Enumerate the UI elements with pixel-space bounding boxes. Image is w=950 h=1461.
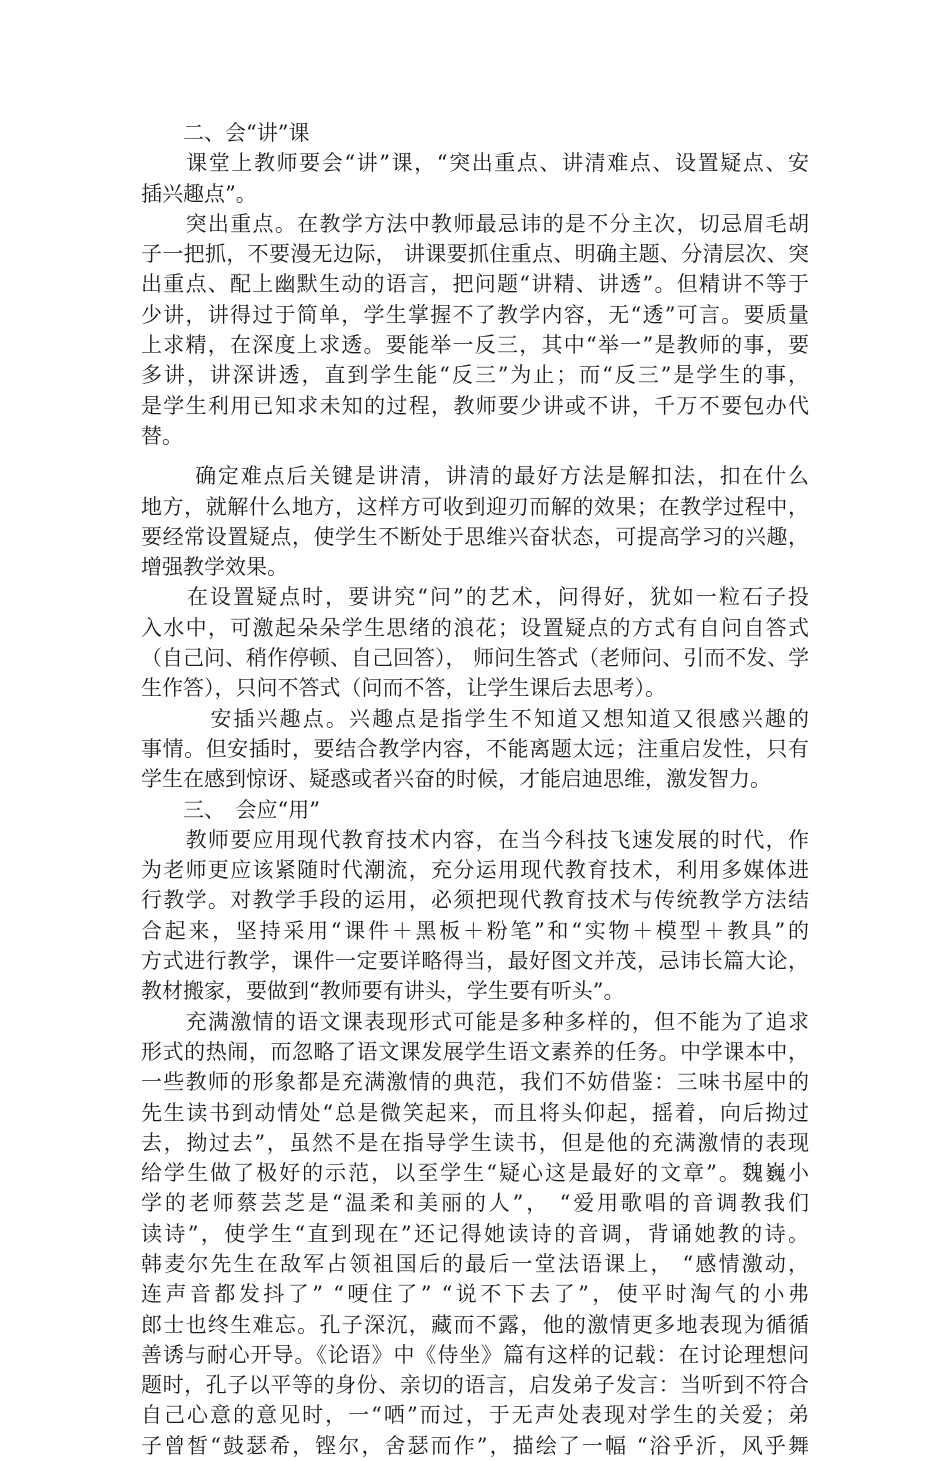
paragraph-line: 是学生利用已知求未知的过程，教师要少讲或不讲，千万不要包办代 xyxy=(141,393,809,418)
paragraph-line: 课堂上教师要会“讲”课，“突出重点、讲清难点、设置疑点、安 xyxy=(141,151,809,176)
paragraph-gap xyxy=(141,451,809,461)
paragraph-line: 教师要应用现代教育技术内容，在当今科技飞速发展的时代，作 xyxy=(141,827,809,852)
paragraph-line: 行教学。对教学手段的运用，必须把现代教育技术与传统教学方法结 xyxy=(141,888,809,913)
paragraph-line: 自己心意的意见时，一“哂”而过，于无声处表现对学生的关爱；弟 xyxy=(141,1403,809,1428)
paragraph-line: 安插兴趣点。兴趣点是指学生不知道又想知道又很感兴趣的 xyxy=(141,706,809,731)
paragraph-line: 突出重点。在教学方法中教师最忌讳的是不分主次，切忌眉毛胡 xyxy=(141,211,809,236)
paragraph-line: 郎士也终生难忘。孔子深沉，藏而不露，他的激情更多地表现为循循 xyxy=(141,1312,809,1337)
paragraph-line: 生作答），只问不答式（问而不答，让学生课后去思考）。 xyxy=(141,676,666,701)
paragraph-line: 事情。但安插时，要结合教学内容，不能离题太远；注重启发性，只有 xyxy=(141,736,809,761)
paragraph-line: （自己问、稍作停顿、自己回答）， 师问生答式（老师问、引而不发、学 xyxy=(141,646,810,671)
paragraph-line: 出重点、配上幽默生动的语言，把问题“讲精、讲透”。但精讲不等于 xyxy=(141,272,809,297)
paragraph-line: 方式进行教学，课件一定要详略得当，最好图文并茂，忌讳长篇大论， xyxy=(141,949,809,974)
paragraph-line: 去，拗过去”，虽然不是在指导学生读书，但是他的充满激情的表现 xyxy=(141,1130,809,1155)
paragraph-line: 形式的热闹，而忽略了语文课发展学生语文素养的任务。中学课本中， xyxy=(141,1039,809,1064)
paragraph-line: 学生在感到惊讶、疑惑或者兴奋的时候，才能启迪思维，激发智力。 xyxy=(141,767,771,792)
paragraph-line: 为老师更应该紧随时代潮流，充分运用现代教育技术，利用多媒体进 xyxy=(141,858,809,883)
paragraph-line: 少讲，讲得过于简单，学生掌握不了教学内容，无“透”可言。要质量 xyxy=(141,302,809,327)
paragraph-line: 善诱与耐心开导。《论语》中《侍坐》篇有这样的记载：在讨论理想问 xyxy=(141,1342,809,1367)
paragraph-line: 替。 xyxy=(141,423,183,448)
paragraph-line: 多讲，讲深讲透，直到学生能“反三”为止；而“反三”是学生的事， xyxy=(141,363,809,388)
paragraph-line: 要经常设置疑点，使学生不断处于思维兴奋状态，可提高学习的兴趣， xyxy=(141,524,809,549)
paragraph-line: 一些教师的形象都是充满激情的典范，我们不妨借鉴：三味书屋中的 xyxy=(141,1070,809,1095)
section-heading: 三、 会应“用” xyxy=(141,797,320,822)
paragraph-line: 入水中，可激起朵朵学生思绪的浪花；设置疑点的方式有自问自答式 xyxy=(141,615,809,640)
paragraph-line: 合起来，坚持采用“课件＋黑板＋粉笔”和“实物＋模型＋教具”的 xyxy=(141,918,809,943)
paragraph-line: 子曾皙“鼓瑟希，铿尔，舍瑟而作”，描绘了一幅 “浴乎沂，风乎舞 xyxy=(141,1433,809,1458)
paragraph-line: 连声音都发抖了” “哽住了” “说不下去了”，使平时淘气的小弗 xyxy=(141,1282,809,1307)
document-body xyxy=(141,118,809,1461)
paragraph-line: 充满激情的语文课表现形式可能是多种多样的，但不能为了追求 xyxy=(141,1009,809,1034)
paragraph-line: 增强教学效果。 xyxy=(141,555,288,580)
paragraph-line: 在设置疑点时，要讲究“问”的艺术，问得好，犹如一粒石子投 xyxy=(141,585,809,610)
section-heading: 二、会“讲”课 xyxy=(141,121,310,145)
paragraph-line: 地方，就解什么地方，这样方可收到迎刃而解的效果；在教学过程中， xyxy=(141,494,809,519)
paragraph-line: 子一把抓，不要漫无边际， 讲课要抓住重点、明确主题、分清层次、突 xyxy=(141,242,809,267)
paragraph-line: 韩麦尔先生在敌军占领祖国后的最后一堂法语课上， “感情激动， xyxy=(141,1251,809,1276)
paragraph-line: 学的老师蔡芸芝是“温柔和美丽的人”， “爱用歌唱的音调教我们 xyxy=(141,1191,809,1216)
paragraph-line: 确定难点后关键是讲清，讲清的最好方法是解扣法，扣在什么 xyxy=(141,464,809,489)
paragraph-line: 先生读书到动情处“总是微笑起来，而且将头仰起，摇着，向后拗过 xyxy=(141,1100,809,1125)
paragraph-line: 上求精，在深度上求透。要能举一反三，其中“举一”是教师的事，要 xyxy=(141,333,809,358)
paragraph-line: 给学生做了极好的示范，以至学生“疑心这是最好的文章”。魏巍小 xyxy=(141,1161,809,1186)
paragraph-line: 插兴趣点”。 xyxy=(141,181,257,206)
paragraph-line: 读诗”，使学生“直到现在”还记得她读诗的音调，背诵她教的诗。 xyxy=(141,1221,809,1246)
paragraph-line: 教材搬家，要做到“教师要有讲头，学生要有听头”。 xyxy=(141,979,625,1004)
paragraph-line: 题时，孔子以平等的身份、亲切的语言，启发弟子发言：当听到不符合 xyxy=(141,1373,809,1398)
